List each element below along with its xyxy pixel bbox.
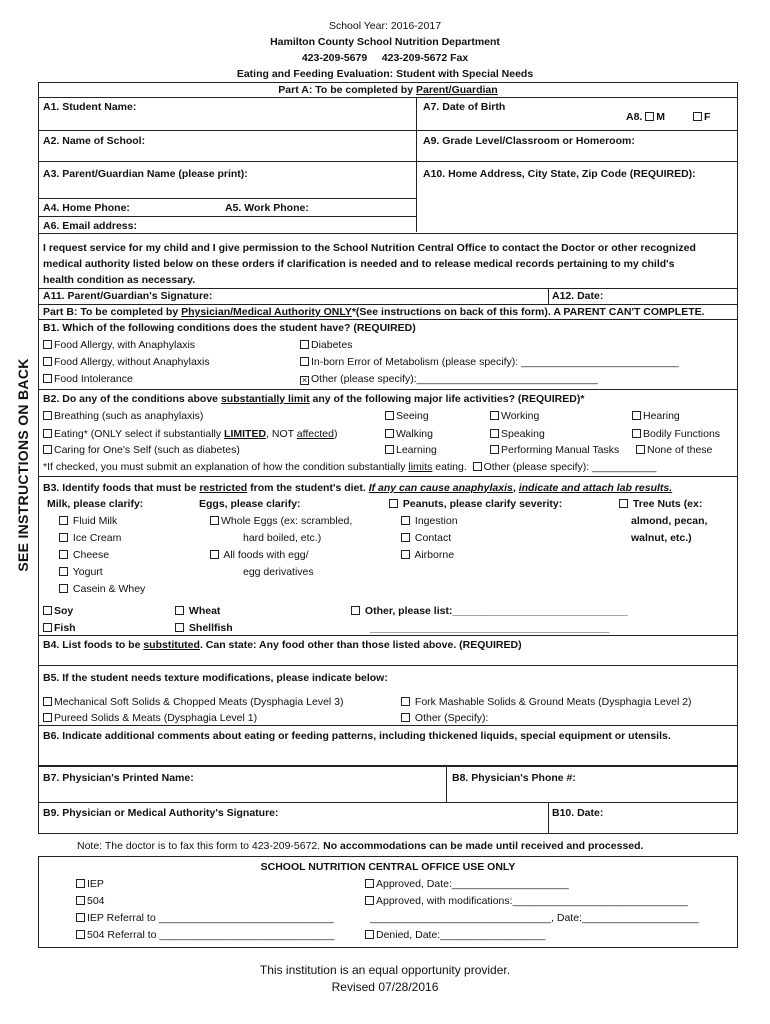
- b2-manual-tasks[interactable]: Performing Manual Tasks: [490, 444, 619, 456]
- checkbox[interactable]: [365, 896, 374, 905]
- school-year: School Year: 2016-2017: [328, 20, 442, 32]
- checkbox[interactable]: [490, 445, 499, 454]
- checkbox[interactable]: [43, 606, 52, 615]
- checkbox[interactable]: [473, 462, 482, 471]
- checkbox[interactable]: [43, 374, 52, 383]
- other-food[interactable]: Other, please list:______________________________: [351, 605, 628, 617]
- a11-parent-signature[interactable]: A11. Parent/Guardian's Signature:: [43, 290, 213, 302]
- b4-question[interactable]: B4. List foods to be substituted. Can state: Any food other than those listed above. (REQUIRED): [43, 639, 522, 651]
- checkbox[interactable]: [59, 584, 68, 593]
- checkbox[interactable]: [43, 429, 52, 438]
- checkbox[interactable]: [300, 340, 309, 349]
- b10-date[interactable]: B10. Date:: [552, 807, 604, 819]
- checkbox[interactable]: [401, 697, 410, 706]
- b5-fork-mashable[interactable]: Fork Mashable Solids & Ground Meats (Dysphagia Level 2): [401, 696, 692, 708]
- checkbox[interactable]: [59, 567, 68, 576]
- b2-note: *If checked, you must submit an explanation of how the condition substantially limits eating. Other (please specify): ___________: [43, 461, 657, 473]
- checkbox[interactable]: [365, 930, 374, 939]
- tree-nuts[interactable]: Tree Nuts (ex:: [619, 498, 702, 510]
- b5-pureed[interactable]: Pureed Solids & Meats (Dysphagia Level 1): [43, 712, 257, 724]
- a6-email[interactable]: A6. Email address:: [43, 220, 137, 232]
- side-instructions: SEE INSTRUCTIONS ON BACK: [15, 358, 31, 572]
- office-iep[interactable]: IEP: [76, 878, 104, 890]
- milk-ice-cream[interactable]: Ice Cream: [59, 532, 121, 544]
- b2-none[interactable]: None of these: [636, 444, 712, 456]
- checkbox[interactable]: [59, 533, 68, 542]
- department-phones: 423-209-5679 423-209-5672 Fax: [301, 52, 469, 64]
- eggs-whole-cont: hard boiled, etc.): [243, 532, 322, 544]
- checkbox[interactable]: [632, 429, 641, 438]
- tree-nuts-cont-1: almond, pecan,: [631, 515, 708, 527]
- b2-bodily-functions[interactable]: Bodily Functions: [632, 428, 720, 440]
- checkbox[interactable]: [175, 623, 184, 632]
- shellfish[interactable]: Shellfish: [175, 622, 233, 634]
- peanut-contact[interactable]: Contact: [401, 532, 451, 544]
- eggs-heading: Eggs, please clarify:: [199, 498, 301, 510]
- a2-school-name[interactable]: A2. Name of School:: [43, 135, 146, 147]
- b2-walking[interactable]: Walking: [385, 428, 433, 440]
- checkbox[interactable]: [59, 516, 68, 525]
- office-approved[interactable]: Approved, Date:____________________: [365, 878, 569, 890]
- milk-yogurt[interactable]: Yogurt: [59, 566, 103, 578]
- checkbox[interactable]: [76, 913, 85, 922]
- a4-home-phone[interactable]: A4. Home Phone:: [43, 202, 130, 214]
- fax-note: Note: The doctor is to fax this form to 423-209-5672. No accommodations can be made until received and processed.: [77, 840, 644, 852]
- b5-mechanical-soft[interactable]: Mechanical Soft Solids & Chopped Meats (Dysphagia Level 3): [43, 696, 344, 708]
- checkbox[interactable]: [351, 606, 360, 615]
- checkbox[interactable]: [59, 550, 68, 559]
- part-b-title: Part B: To be completed by Physician/Medical Authority ONLY*(See instructions on back of this form). A PARENT CAN'T COMPLETE.: [43, 306, 705, 318]
- gender-f-checkbox[interactable]: [693, 112, 702, 121]
- other-food-line[interactable]: _________________________________________: [370, 622, 610, 634]
- b2-seeing[interactable]: Seeing: [385, 410, 429, 422]
- office-504-referral[interactable]: 504 Referral to ______________________________: [76, 929, 335, 941]
- checkbox[interactable]: [490, 411, 499, 420]
- checkbox[interactable]: [210, 516, 219, 525]
- equal-opportunity: This institution is an equal opportunity provider.: [259, 963, 511, 977]
- checkbox[interactable]: [636, 445, 645, 454]
- soy[interactable]: Soy: [43, 605, 73, 617]
- b1-inborn-error[interactable]: In-born Error of Metabolism (please specify): ___________________________: [300, 356, 679, 368]
- revised-date: Revised 07/28/2016: [331, 980, 439, 994]
- eggs-derivatives-cont: egg derivatives: [243, 566, 314, 578]
- office-approved-mod[interactable]: Approved, with modifications:______________________________: [365, 895, 688, 907]
- b2-eating[interactable]: Eating* (ONLY select if substantially LIMITED, NOT affected): [43, 428, 337, 440]
- a5-work-phone[interactable]: A5. Work Phone:: [225, 202, 309, 214]
- milk-heading: Milk, please clarify:: [47, 498, 144, 510]
- checkbox[interactable]: [43, 411, 52, 420]
- peanut-airborne[interactable]: Airborne: [401, 549, 454, 561]
- office-denied[interactable]: Denied, Date:__________________: [365, 929, 545, 941]
- checkbox[interactable]: [401, 713, 410, 722]
- b1-food-intolerance[interactable]: Food Intolerance: [43, 373, 133, 385]
- fish[interactable]: Fish: [43, 622, 76, 634]
- a10-home-address[interactable]: A10. Home Address, City State, Zip Code (REQUIRED):: [423, 168, 696, 180]
- checkbox[interactable]: [300, 357, 309, 366]
- a7-date-of-birth[interactable]: A7. Date of Birth: [423, 101, 506, 113]
- consent-text-2: medical authority listed below on these orders if clarification is needed and to release medical records pertaining to my child's: [43, 258, 675, 270]
- checkbox[interactable]: [632, 411, 641, 420]
- consent-text-3: health condition as necessary.: [43, 274, 196, 286]
- checkbox[interactable]: [43, 623, 52, 632]
- b1-other[interactable]: × Other (please specify):_______________________________: [301, 373, 598, 385]
- a8-gender-f: F: [693, 111, 710, 123]
- b2-working[interactable]: Working: [490, 410, 539, 422]
- checkbox[interactable]: [43, 713, 52, 722]
- milk-cheese[interactable]: Cheese: [59, 549, 109, 561]
- checked-x-icon[interactable]: ×: [301, 375, 308, 385]
- eggs-whole[interactable]: Whole Eggs (ex: scrambled,: [210, 515, 352, 527]
- gender-m-checkbox[interactable]: [645, 112, 654, 121]
- checkbox[interactable]: [401, 533, 410, 542]
- office-iep-referral[interactable]: IEP Referral to ______________________________: [76, 912, 334, 924]
- b1-question: B1. Which of the following conditions does the student have? (REQUIRED): [43, 322, 416, 334]
- checkbox[interactable]: [401, 550, 410, 559]
- checkbox[interactable]: [401, 516, 410, 525]
- office-use-title: SCHOOL NUTRITION CENTRAL OFFICE USE ONLY: [260, 861, 516, 873]
- form-title: Eating and Feeding Evaluation: Student with Special Needs: [236, 68, 534, 80]
- peanut-heading: Peanuts, please clarify severity:: [389, 498, 562, 510]
- checkbox[interactable]: [76, 930, 85, 939]
- a3-parent-name[interactable]: A3. Parent/Guardian Name (please print):: [43, 168, 248, 180]
- office-approved-line[interactable]: _______________________________, Date:____________________: [370, 912, 699, 924]
- b3-question: B3. Identify foods that must be restricted from the student's diet. If any can cause anaphylaxis, indicate and attach lab results.: [43, 482, 673, 494]
- b5-question: B5. If the student needs texture modifications, please indicate below:: [43, 672, 388, 684]
- checkbox[interactable]: [385, 429, 394, 438]
- b2-speaking[interactable]: Speaking: [490, 428, 545, 440]
- b1-food-allergy-no-anaphylaxis[interactable]: Food Allergy, without Anaphylaxis: [43, 356, 210, 368]
- checkbox[interactable]: [175, 606, 184, 615]
- milk-fluid[interactable]: Fluid Milk: [59, 515, 117, 527]
- b2-learning[interactable]: Learning: [385, 444, 437, 456]
- checkbox[interactable]: [365, 879, 374, 888]
- tree-nuts-cont-2: walnut, etc.): [631, 532, 692, 544]
- eggs-derivatives[interactable]: All foods with egg/: [210, 549, 309, 561]
- checkbox[interactable]: [43, 697, 52, 706]
- checkbox[interactable]: [43, 357, 52, 366]
- checkbox[interactable]: [619, 499, 628, 508]
- b2-question: B2. Do any of the conditions above substantially limit any of the following major life activities? (REQUIRED)*: [43, 393, 585, 405]
- b8-physician-phone[interactable]: B8. Physician's Phone #:: [452, 772, 576, 784]
- milk-casein-whey[interactable]: Casein & Whey: [59, 583, 145, 595]
- part-a-title: Part A: To be completed by Parent/Guardian: [278, 84, 498, 96]
- checkbox[interactable]: [76, 879, 85, 888]
- checkbox[interactable]: [385, 411, 394, 420]
- checkbox[interactable]: [210, 550, 219, 559]
- checkbox[interactable]: [43, 340, 52, 349]
- checkbox[interactable]: [43, 445, 52, 454]
- checkbox[interactable]: [389, 499, 398, 508]
- checkbox[interactable]: [385, 445, 394, 454]
- a12-date[interactable]: A12. Date:: [552, 290, 604, 302]
- b1-diabetes[interactable]: Diabetes: [300, 339, 352, 351]
- b2-hearing[interactable]: Hearing: [632, 410, 680, 422]
- b7-physician-name[interactable]: B7. Physician's Printed Name:: [43, 772, 194, 784]
- b2-breathing[interactable]: Breathing (such as anaphylaxis): [43, 410, 203, 422]
- a9-grade-level[interactable]: A9. Grade Level/Classroom or Homeroom:: [423, 135, 635, 147]
- checkbox[interactable]: [76, 896, 85, 905]
- b2-caring-self[interactable]: Caring for One's Self (such as diabetes): [43, 444, 240, 456]
- b9-physician-signature[interactable]: B9. Physician or Medical Authority's Signature:: [43, 807, 279, 819]
- b6-question[interactable]: B6. Indicate additional comments about eating or feeding patterns, including thickened liquids, special equipment or utensils.: [43, 730, 671, 742]
- checkbox[interactable]: [490, 429, 499, 438]
- wheat[interactable]: Wheat: [175, 605, 220, 617]
- office-504[interactable]: 504: [76, 895, 105, 907]
- peanut-ingestion[interactable]: Ingestion: [401, 515, 458, 527]
- a8-gender: A8. M: [626, 111, 666, 123]
- department-name: Hamilton County School Nutrition Department: [270, 36, 500, 48]
- form-frame: [38, 82, 738, 766]
- a1-student-name[interactable]: A1. Student Name:: [43, 101, 137, 113]
- b5-other[interactable]: Other (Specify):: [401, 712, 488, 724]
- b1-food-allergy-anaphylaxis[interactable]: Food Allergy, with Anaphylaxis: [43, 339, 195, 351]
- consent-text-1: I request service for my child and I give permission to the School Nutrition Central Office to contact the Doctor or other recognized: [43, 242, 696, 254]
